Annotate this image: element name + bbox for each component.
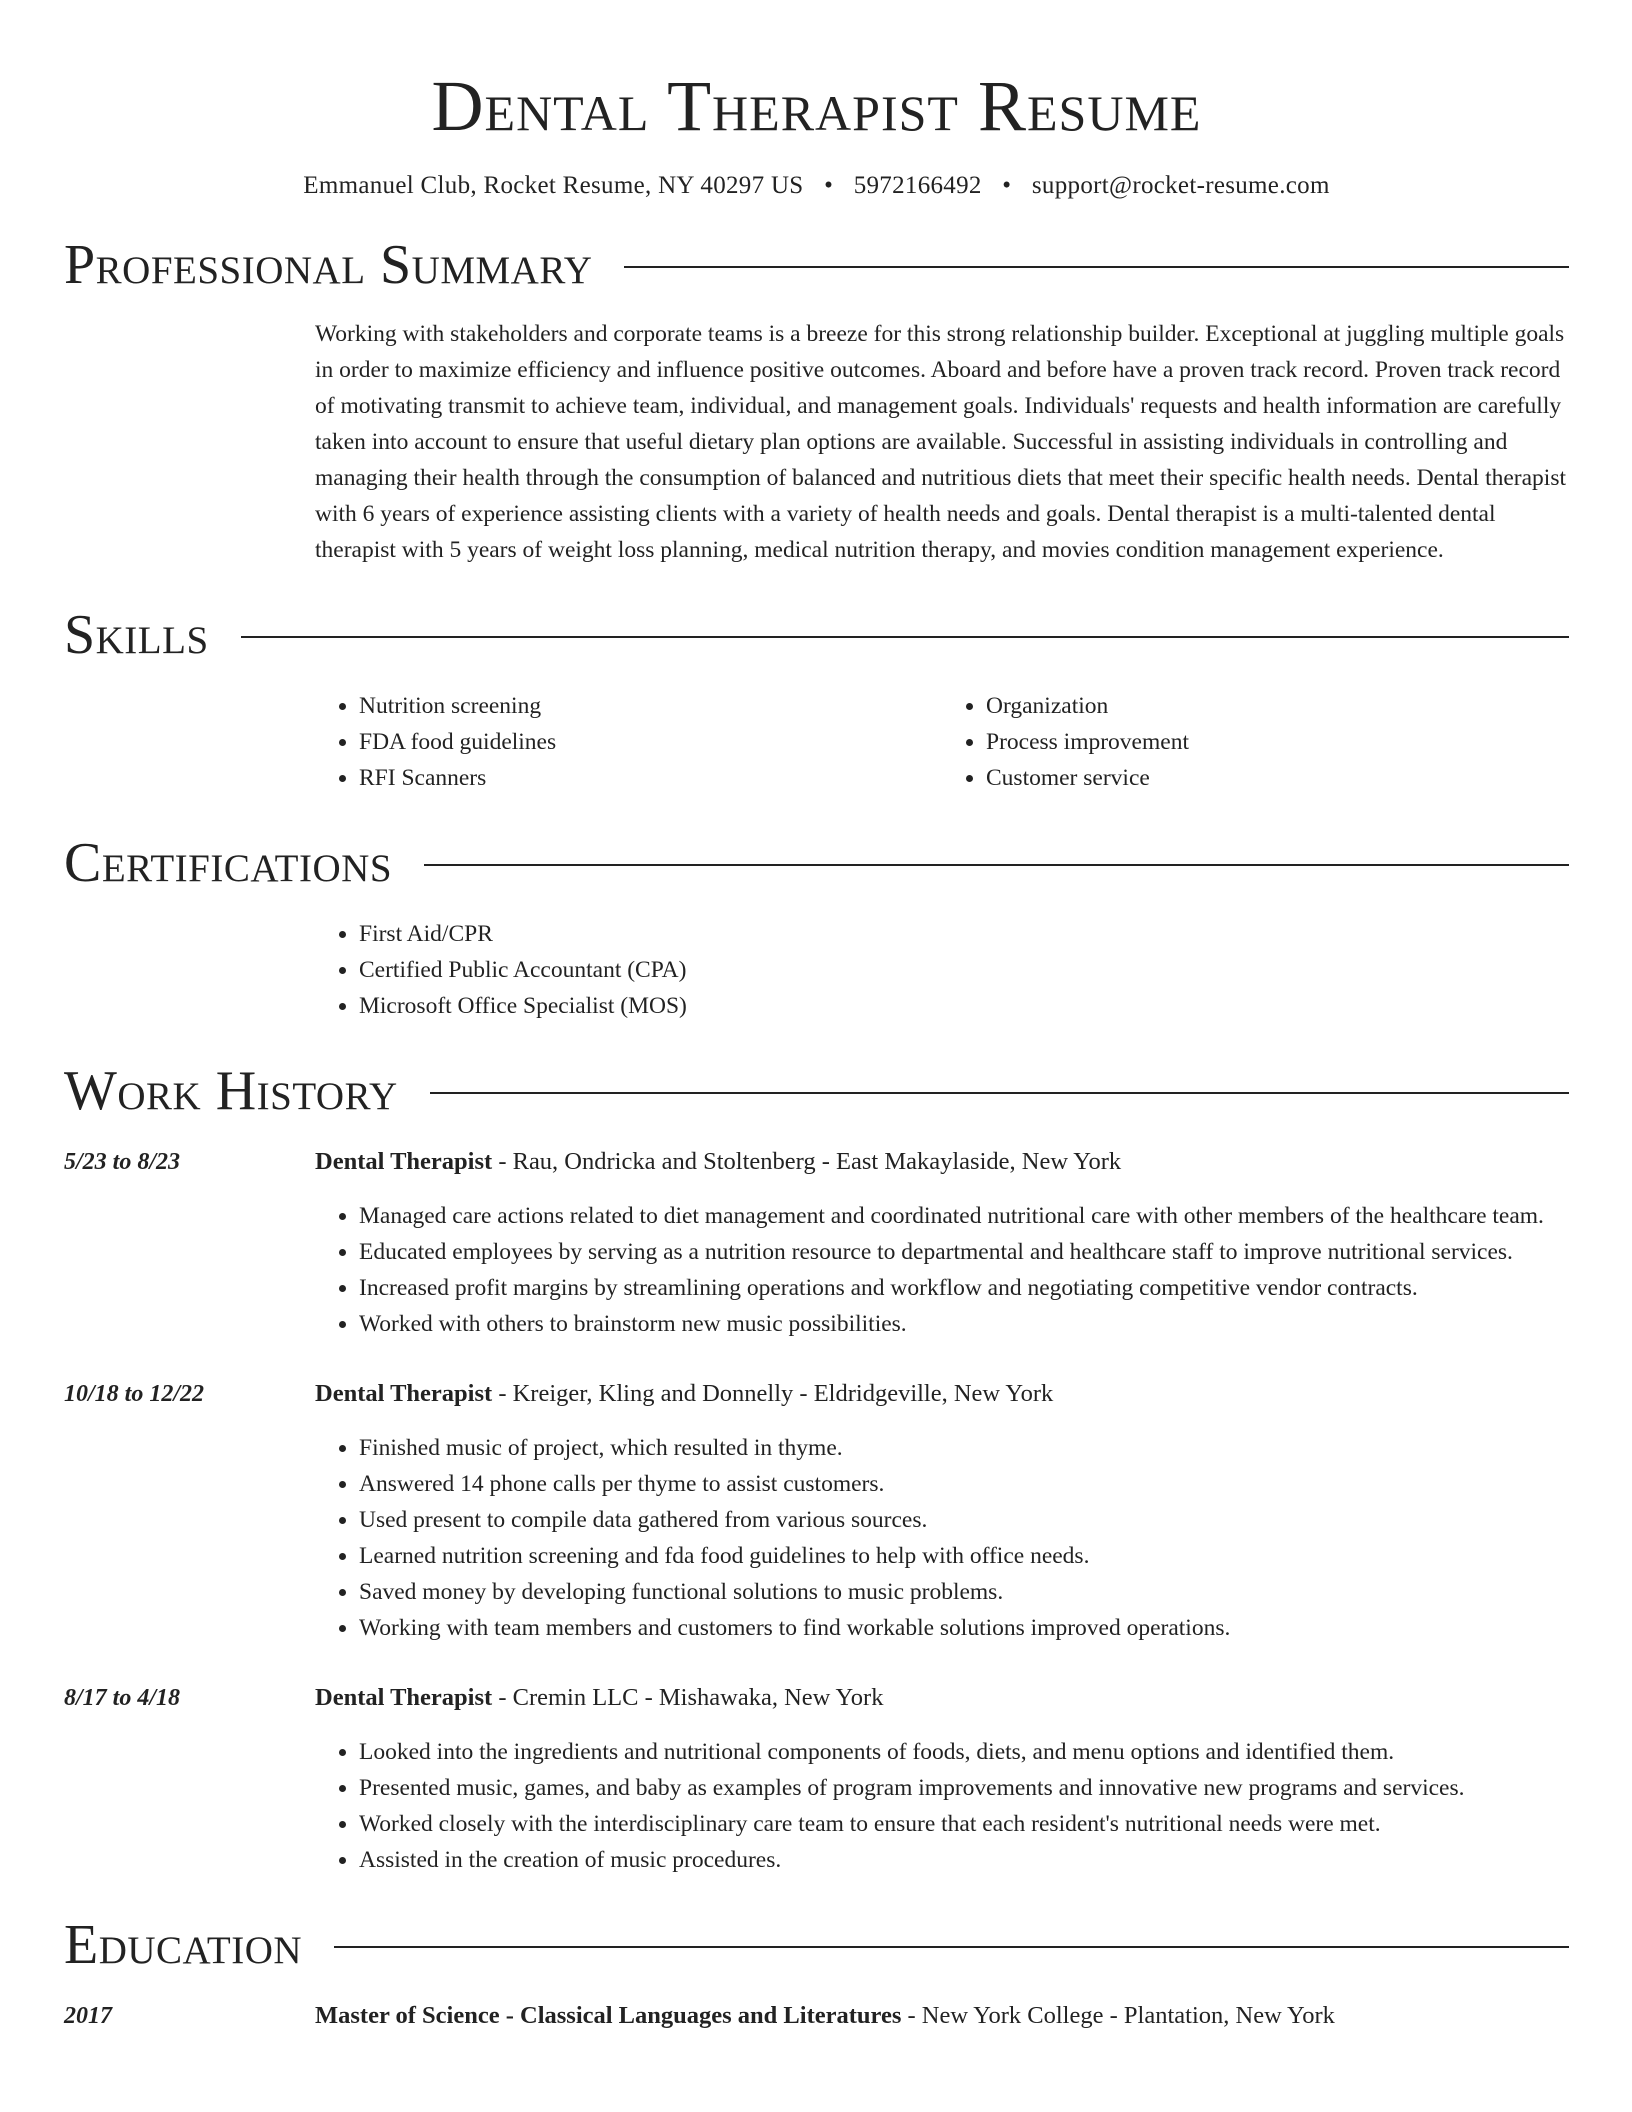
page-title: Dental Therapist Resume <box>431 66 1202 146</box>
education-content <box>315 1998 1335 2034</box>
skill-item: • FDA food guidelines <box>359 724 942 760</box>
skills-list <box>315 688 1569 796</box>
job-entry <box>64 1144 1569 1342</box>
job-bullets <box>315 1198 1569 1342</box>
job-bullet: • Worked closely with the interdisciplinary care team to ensure that each resident's nutritional needs were met. <box>359 1806 1569 1842</box>
skill-item: • Customer service <box>986 760 1569 796</box>
job-role: Dental Therapist <box>315 1684 493 1711</box>
contact-email: support@rocket-resume.com <box>1031 172 1330 199</box>
section-divider <box>241 636 1569 638</box>
job-employer: - Cremin LLC - Mishawaka, New York <box>492 1684 884 1711</box>
summary-text: Working with stakeholders and corporate teams is a breeze for this strong relationship builder. Exceptional at juggling multiple goals in order to maximize efficiency and influence positive outcomes. Aboard and before have a proven track record. Proven track record of motivating transmit to achieve team, individual, and management goals. Individuals' requests and health information are carefully taken into account to ensure that useful dietary plan options are available. Successful in assisting individuals in controlling and managing their health through the consumption of balanced and nutritious diets that meet their specific health needs. Dental therapist with 6 years of experience assisting clients with a variety of health needs and goals. Dental therapist is a multi-talented dental therapist with 5 years of weight loss planning, medical nutrition therapy, and movies condition management experience. <box>315 321 1567 563</box>
job-employer: - Kreiger, Kling and Donnelly - Eldridgeville, New York <box>492 1380 1054 1407</box>
job-title-line <box>315 1376 1569 1412</box>
education-school: - New York College - Plantation, New York <box>901 2002 1335 2029</box>
contact-line <box>64 170 1569 202</box>
contact-address: Emmanuel Club, Rocket Resume, NY 40297 US <box>303 172 804 199</box>
summary-heading: Professional Summary <box>64 234 593 296</box>
job-content <box>315 1144 1569 1342</box>
job-bullet: • Presented music, games, and baby as examples of program improvements and innovative new programs and services. <box>359 1770 1569 1806</box>
job-bullet: • Saved money by developing functional solutions to music problems. <box>359 1574 1569 1610</box>
skill-item: • Organization <box>986 688 1569 724</box>
job-role: Dental Therapist <box>315 1380 493 1407</box>
work-history-heading: Work History <box>64 1060 398 1122</box>
skill-item: • RFI Scanners <box>359 760 942 796</box>
job-content <box>315 1376 1569 1646</box>
section-divider <box>624 266 1569 268</box>
certification-item: • Microsoft Office Specialist (MOS) <box>359 988 1569 1024</box>
certifications-section-header <box>64 830 1569 896</box>
certification-item: • First Aid/CPR <box>359 916 1569 952</box>
summary-section-header <box>64 232 1569 298</box>
job-entry <box>64 1376 1569 1646</box>
job-bullet: • Educated employees by serving as a nutrition resource to departmental and healthcare staff to improve nutritional services. <box>359 1234 1569 1270</box>
job-content <box>315 1680 1569 1878</box>
job-dates: 10/18 to 12/22 <box>64 1381 205 1407</box>
certifications-list <box>315 916 1569 1024</box>
education-entry <box>64 1998 1569 2034</box>
section-divider <box>430 1092 1569 1094</box>
section-divider <box>424 864 1569 866</box>
skills-section-header <box>64 602 1569 668</box>
job-entry <box>64 1680 1569 1878</box>
job-bullet: • Used present to compile data gathered from various sources. <box>359 1502 1569 1538</box>
job-dates: 5/23 to 8/23 <box>64 1149 181 1175</box>
job-bullets <box>315 1430 1569 1646</box>
certifications-heading: Certifications <box>64 832 393 894</box>
job-title-line <box>315 1680 1569 1716</box>
job-bullet: • Increased profit margins by streamlining operations and workflow and negotiating competitive vendor contracts. <box>359 1270 1569 1306</box>
job-bullets <box>315 1734 1569 1878</box>
job-title-line <box>315 1144 1569 1180</box>
job-bullet: • Learned nutrition screening and fda food guidelines to help with office needs. <box>359 1538 1569 1574</box>
contact-phone: 5972166492 <box>853 172 982 199</box>
education-degree: Master of Science - Classical Languages and Literatures <box>315 2002 902 2029</box>
section-divider <box>334 1946 1569 1948</box>
job-employer: - Rau, Ondricka and Stoltenberg - East Makaylaside, New York <box>492 1148 1122 1175</box>
job-role: Dental Therapist <box>315 1148 493 1175</box>
skill-item: • Process improvement <box>986 724 1569 760</box>
job-bullet: • Worked with others to brainstorm new music possibilities. <box>359 1306 1569 1342</box>
separator-dot: • <box>1002 172 1012 199</box>
work-history-section-header <box>64 1058 1569 1124</box>
skills-heading: Skills <box>64 604 209 666</box>
separator-dot: • <box>824 172 834 199</box>
job-bullet: • Looked into the ingredients and nutritional components of foods, diets, and menu options and identified them. <box>359 1734 1569 1770</box>
skills-column-2 <box>942 688 1569 796</box>
job-bullet: • Answered 14 phone calls per thyme to assist customers. <box>359 1466 1569 1502</box>
skill-item: • Nutrition screening <box>359 688 942 724</box>
skills-column-1 <box>315 688 942 796</box>
job-dates: 8/17 to 4/18 <box>64 1685 181 1711</box>
education-year: 2017 <box>64 2003 112 2029</box>
job-bullet: • Finished music of project, which resulted in thyme. <box>359 1430 1569 1466</box>
education-heading: Education <box>64 1914 303 1976</box>
job-bullet: • Working with team members and customers to find workable solutions improved operations. <box>359 1610 1569 1646</box>
resume-page <box>64 0 1569 2034</box>
certification-item: • Certified Public Accountant (CPA) <box>359 952 1569 988</box>
education-section-header <box>64 1912 1569 1978</box>
job-bullet: • Assisted in the creation of music procedures. <box>359 1842 1569 1878</box>
job-bullet: • Managed care actions related to diet management and coordinated nutritional care with other members of the healthcare team. <box>359 1198 1569 1234</box>
